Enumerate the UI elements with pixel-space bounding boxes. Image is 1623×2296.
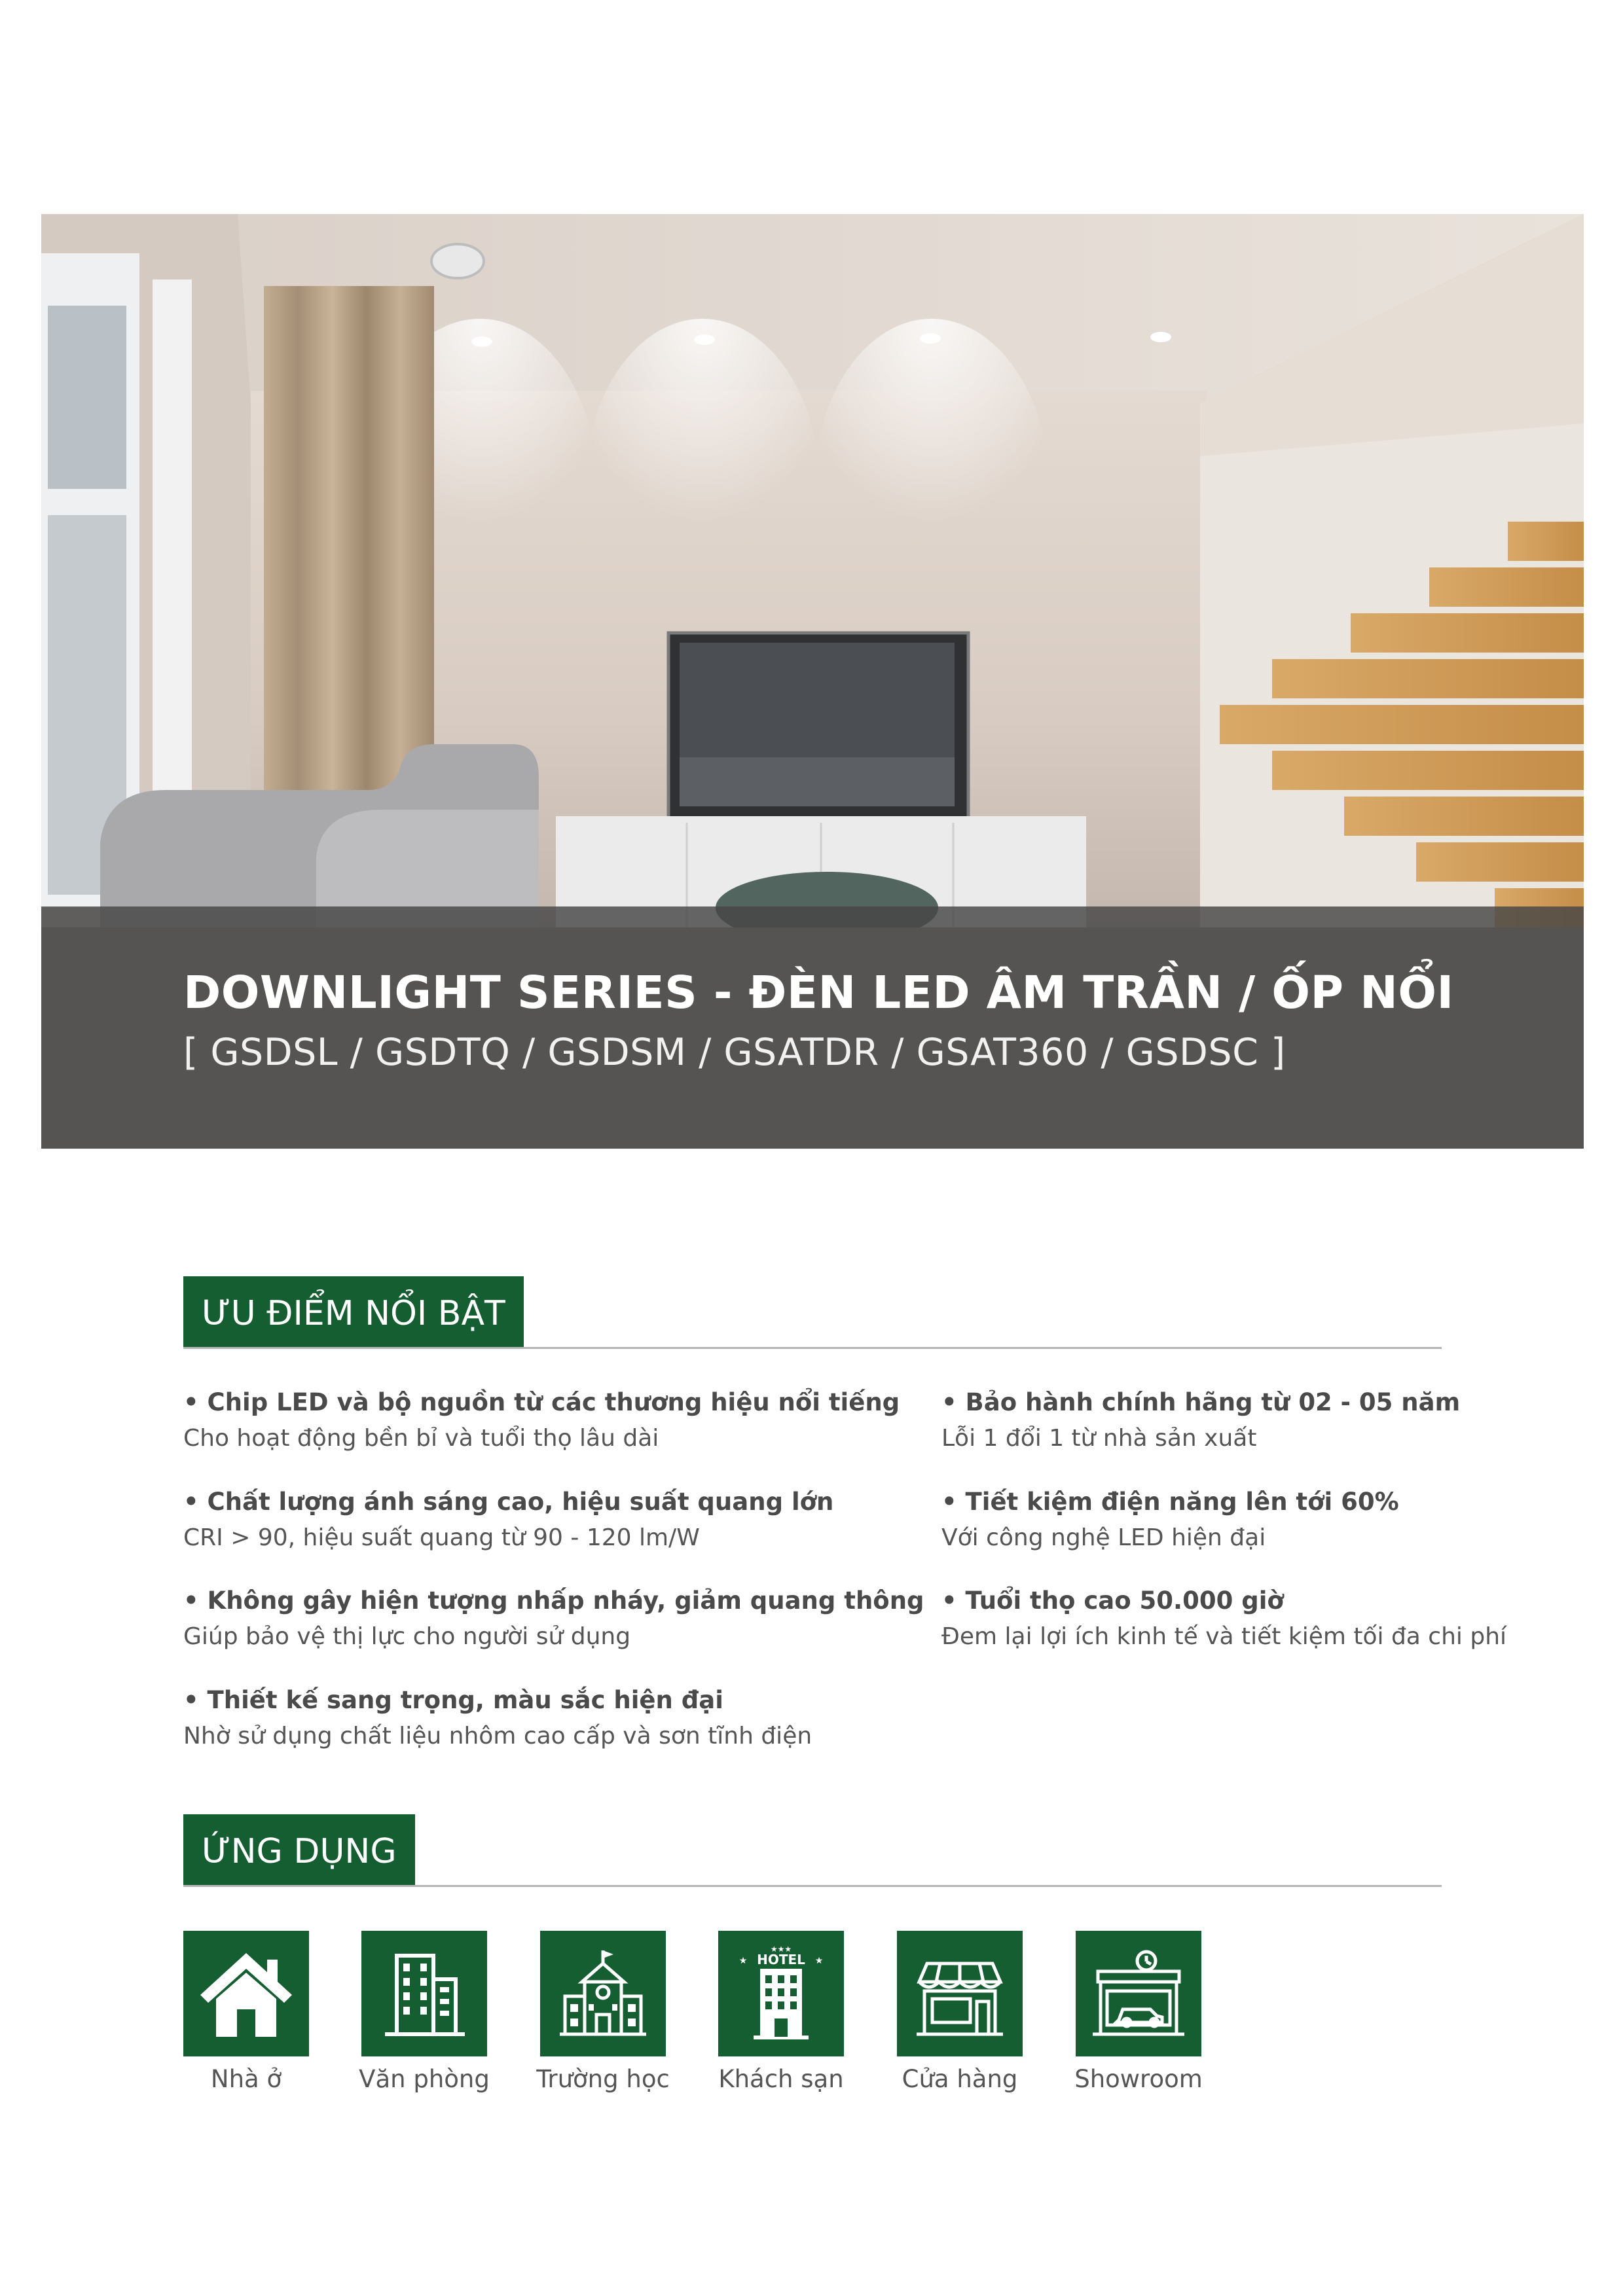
house-icon <box>183 1931 309 2056</box>
school-icon <box>540 1931 666 2056</box>
feature-desc: Lỗi 1 đổi 1 từ nhà sản xuất <box>941 1425 1257 1452</box>
application-label: Cửa hàng <box>902 2065 1018 2093</box>
feature-item <box>941 1485 1623 1557</box>
application-label: Trường học <box>536 2065 670 2093</box>
hero-title-band <box>41 906 1584 1149</box>
feature-desc: CRI > 90, hiệu suất quang từ 90 - 120 lm/W <box>183 1524 700 1551</box>
feature-desc: Nhờ sử dụng chất liệu nhôm cao cấp và sơn tĩnh điện <box>183 1723 812 1749</box>
application-item <box>1074 1931 1203 2093</box>
svg-text:★★★: ★★★ <box>770 1945 792 1954</box>
feature-title: • Tiết kiệm điện năng lên tới 60% <box>941 1488 1399 1516</box>
store-icon <box>897 1931 1023 2056</box>
application-item <box>897 1931 1023 2093</box>
office-building-icon <box>361 1931 487 2056</box>
application-label: Văn phòng <box>359 2065 490 2093</box>
showroom-icon <box>1076 1931 1201 2056</box>
feature-title: • Thiết kế sang trọng, màu sắc hiện đại <box>183 1686 723 1714</box>
feature-title: • Tuổi thọ cao 50.000 giờ <box>941 1587 1284 1615</box>
application-item <box>718 1931 844 2093</box>
application-item <box>183 1931 309 2093</box>
features-divider <box>183 1347 1442 1349</box>
applications-divider <box>183 1885 1442 1887</box>
feature-title: • Chất lượng ánh sáng cao, hiệu suất quang lớn <box>183 1488 834 1516</box>
hero-banner <box>41 214 1584 1149</box>
feature-title: • Chip LED và bộ nguồn từ các thương hiệu nổi tiếng <box>183 1388 900 1416</box>
hotel-sign: HOTEL <box>757 1952 805 1967</box>
features-heading: ƯU ĐIỂM NỔI BẬT <box>183 1276 524 1348</box>
page-title: DOWNLIGHT SERIES - ĐÈN LED ÂM TRẦN / ỐP NỔI <box>183 967 1454 1019</box>
svg-text:★: ★ <box>814 1956 824 1966</box>
hotel-icon <box>718 1931 844 2056</box>
feature-item <box>183 1683 871 1755</box>
feature-item <box>183 1485 871 1557</box>
feature-desc: Đem lại lợi ích kinh tế và tiết kiệm tối đa chi phí <box>941 1623 1507 1650</box>
feature-item <box>941 1584 1623 1656</box>
application-label: Nhà ở <box>210 2065 282 2093</box>
feature-desc: Với công nghệ LED hiện đại <box>941 1524 1266 1551</box>
application-item <box>359 1931 490 2093</box>
application-label: Khách sạn <box>718 2065 844 2093</box>
applications-heading: ỨNG DỤNG <box>183 1814 415 1886</box>
feature-desc: Cho hoạt động bền bỉ và tuổi thọ lâu dài <box>183 1425 659 1452</box>
feature-title: • Không gây hiện tượng nhấp nháy, giảm quang thông <box>183 1587 924 1615</box>
application-label: Showroom <box>1074 2065 1203 2093</box>
feature-item <box>183 1386 900 1458</box>
feature-item <box>183 1584 924 1656</box>
application-item <box>536 1931 670 2093</box>
feature-item <box>941 1386 1623 1458</box>
svg-text:★: ★ <box>739 1956 748 1966</box>
model-list: [ GSDSL / GSDTQ / GSDSM / GSATDR / GSAT360 / GSDSC ] <box>183 1031 1286 1074</box>
feature-desc: Giúp bảo vệ thị lực cho người sử dụng <box>183 1623 631 1650</box>
feature-title: • Bảo hành chính hãng từ 02 - 05 năm <box>941 1388 1461 1416</box>
